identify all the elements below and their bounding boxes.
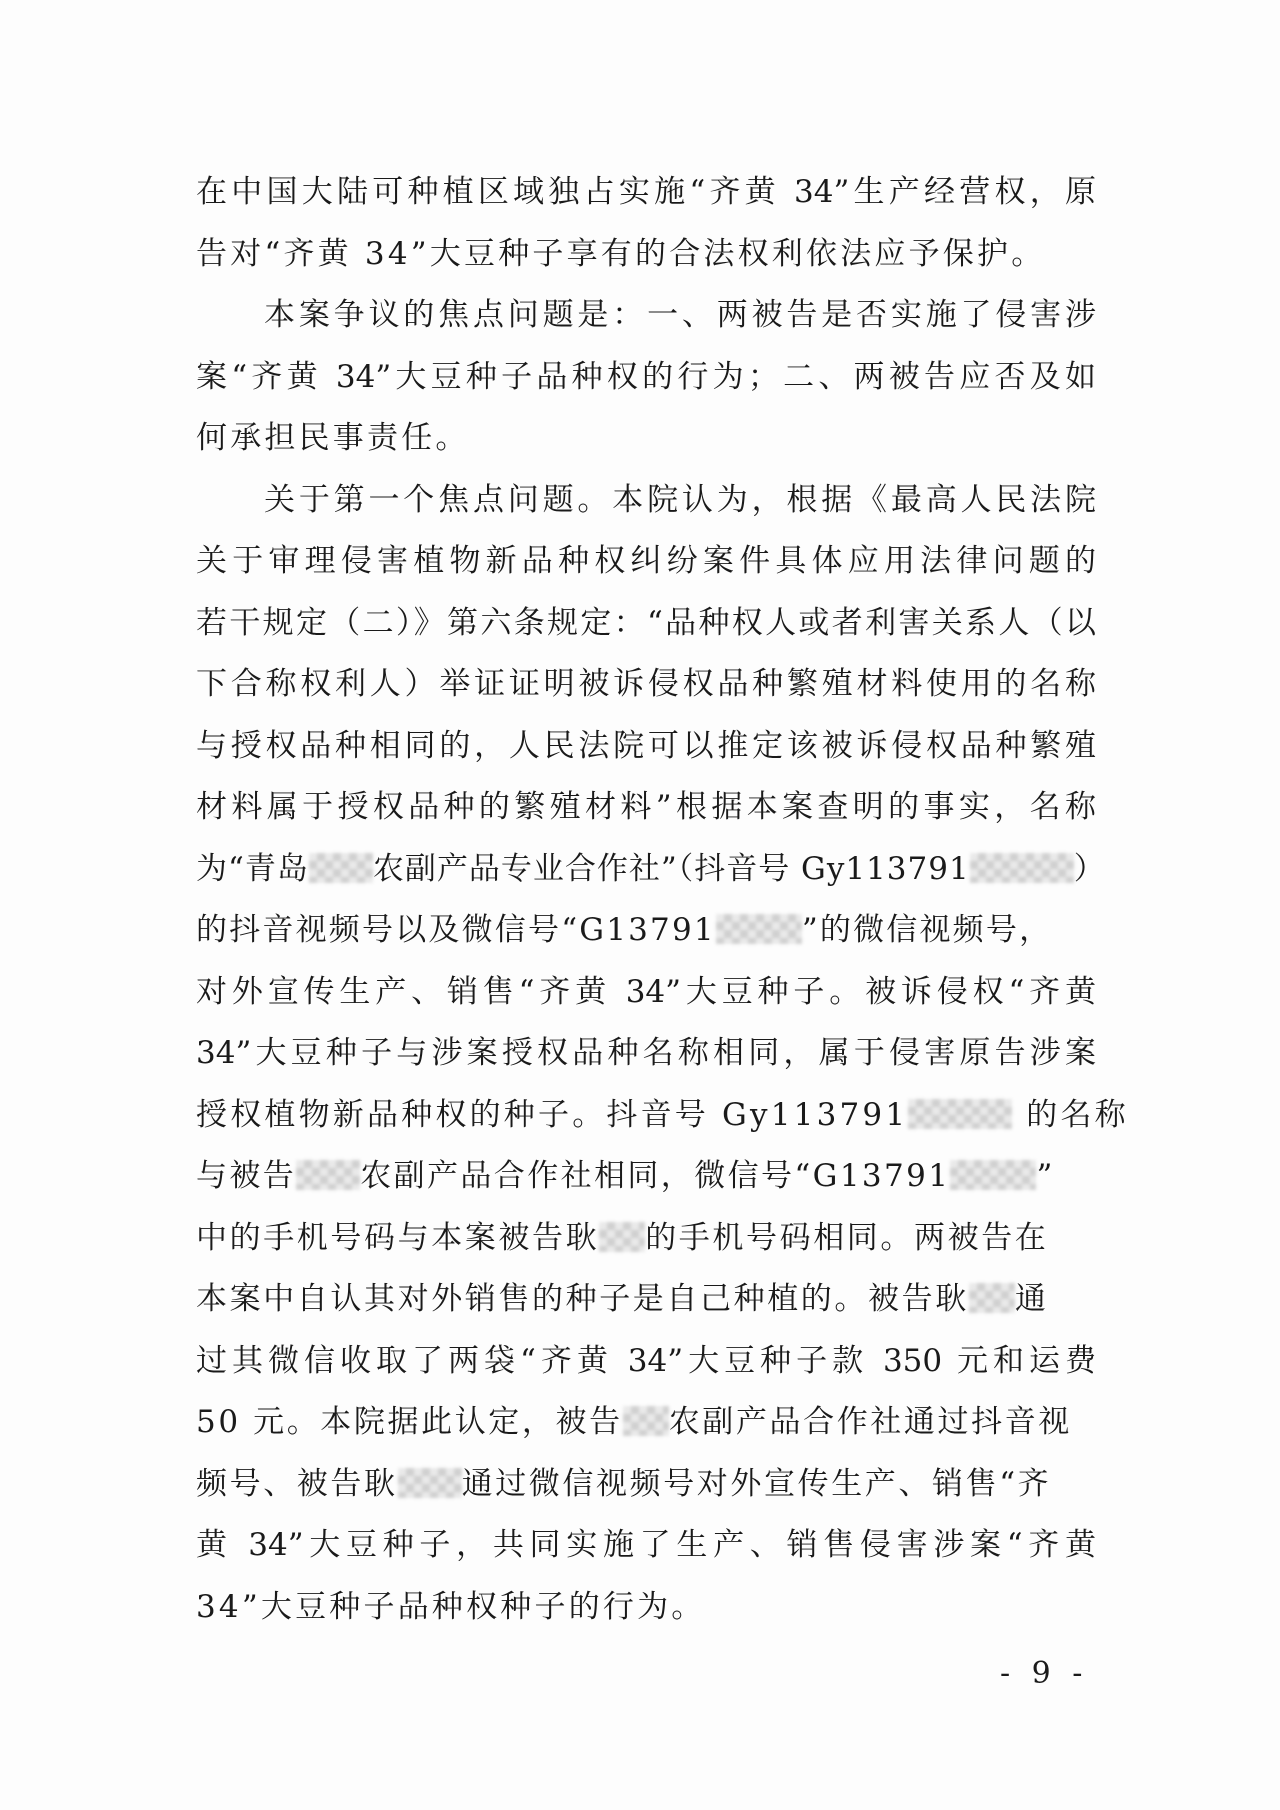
redaction-mosaic — [950, 1160, 1036, 1190]
text-line — [196, 1208, 1096, 1270]
text-line — [196, 1085, 1129, 1147]
redaction-mosaic — [296, 1160, 360, 1190]
text-line: 关于审理侵害植物新品种权纠纷案件具体应用法律问题的 — [196, 543, 1096, 579]
text-line — [196, 1269, 1096, 1331]
text-line: 过其微信收取了两袋“齐黄 34”大豆种子款 350 元和运费 — [196, 1342, 1096, 1379]
text-line: 下合称权利人）举证证明被诉侵权品种繁殖材料使用的名称 — [196, 666, 1096, 702]
text-segment: 授权植物新品种权的种子。抖音号 Gy113791 — [196, 1096, 909, 1133]
text-line: 何承担民事责任。 — [196, 420, 470, 456]
redaction-mosaic — [908, 1099, 1012, 1129]
text-segment: 通 — [1014, 1281, 1049, 1317]
redaction-mosaic — [309, 853, 373, 883]
text-line — [196, 900, 1096, 962]
text-line: 告对“齐黄 34”大豆种子享有的合法权利依法应予保护。 — [196, 235, 1046, 272]
text-segment: ”的微信视频号， — [801, 912, 1053, 948]
redaction-mosaic — [970, 853, 1074, 883]
redaction-mosaic — [969, 1283, 1015, 1313]
text-segment: ） — [1073, 850, 1106, 887]
text-segment: 的抖音视频号以及微信号“G13791 — [196, 912, 716, 948]
text-segment: 的名称 — [1026, 1096, 1129, 1133]
paragraph-start-line: 关于第一个焦点问题。本院认为，根据《最高人民法院 — [264, 481, 1096, 518]
text-line: 与授权品种相同的，人民法院可以推定该被诉侵权品种繁殖 — [196, 727, 1096, 764]
text-line: 案“齐黄 34”大豆种子品种权的行为；二、两被告应否及如 — [196, 358, 1096, 395]
text-line — [196, 1146, 1096, 1208]
text-segment: 频号、被告耿 — [196, 1465, 398, 1502]
text-segment: 为“青岛 — [196, 850, 309, 887]
text-line: 若干规定（二）》第六条规定：“品种权人或者利害关系人（以 — [196, 604, 1096, 641]
redaction-mosaic — [623, 1406, 669, 1436]
text-line: 黄 34”大豆种子，共同实施了生产、销售侵害涉案“齐黄 — [196, 1527, 1096, 1563]
text-segment: 农副产品专业合作社”（抖音号 Gy113791 — [372, 850, 970, 887]
text-segment: ” — [1036, 1158, 1055, 1194]
text-line: 34”大豆种子与涉案授权品种名称相同，属于侵害原告涉案 — [196, 1035, 1096, 1071]
text-line: 在中国大陆可种植区域独占实施“齐黄 34”生产经营权，原 — [196, 174, 1096, 210]
text-line: 材料属于授权品种的繁殖材料”根据本案查明的事实，名称 — [196, 789, 1096, 825]
redaction-mosaic — [716, 914, 802, 944]
body-text — [196, 162, 1129, 1638]
text-line — [196, 1454, 1096, 1516]
text-segment: 中的手机号码与本案被告耿 — [196, 1219, 600, 1256]
text-segment: 与被告 — [196, 1158, 297, 1194]
paragraph-start-line: 本案争议的焦点问题是：一、两被告是否实施了侵害涉 — [264, 297, 1096, 333]
text-segment: 农副产品合作社通过抖音视 — [668, 1404, 1072, 1440]
text-segment: 50 元。本院据此认定，被告 — [196, 1404, 623, 1440]
page-number: - 9 - — [1000, 1656, 1089, 1691]
text-segment: 通过微信视频号对外宣传生产、销售“齐 — [461, 1465, 1052, 1502]
text-segment: 的手机号码相同。两被告在 — [645, 1219, 1049, 1256]
text-line — [196, 1392, 1096, 1454]
text-line — [196, 839, 1106, 901]
redaction-mosaic — [398, 1468, 462, 1498]
text-segment: 本案中自认其对外销售的种子是自己种植的。被告耿 — [196, 1281, 969, 1317]
text-line: 34”大豆种子品种权种子的行为。 — [196, 1588, 706, 1625]
text-line: 对外宣传生产、销售“齐黄 34”大豆种子。被诉侵权“齐黄 — [196, 973, 1096, 1010]
text-segment: 农副产品合作社相同，微信号“G13791 — [360, 1158, 951, 1194]
redaction-mosaic — [599, 1222, 645, 1252]
